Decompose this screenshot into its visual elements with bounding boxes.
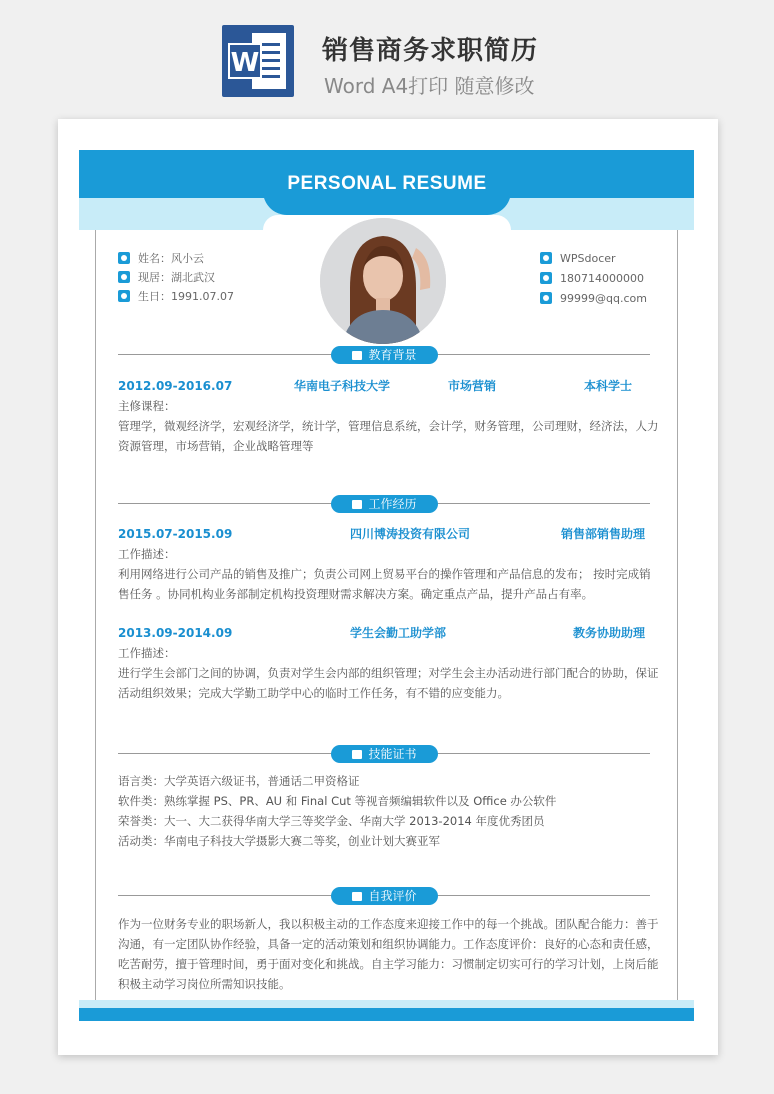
person-icon: [352, 892, 362, 901]
contact-wechat: WPSdocer: [540, 251, 616, 267]
top-banner: [0, 0, 774, 118]
page-title: 销售商务求职简历: [322, 36, 539, 66]
calendar-icon: [118, 290, 130, 302]
chart-icon: [352, 500, 362, 509]
contact-location: 现居：湖北武汉: [118, 270, 215, 286]
person-icon: [118, 252, 130, 264]
word-logo-icon: [222, 25, 294, 97]
graduation-cap-icon: [352, 351, 362, 360]
job-description: 工作描述： 进行学生会部门之间的协调，负责对学生会内部的组织管理；对学生会主办活动进行部门配合的协助，保证 活动组织效果；完成大学勤工助学中心的临时工作任务，有不错的应变能力。: [118, 646, 659, 700]
contact-birthday: 生日：1991.07.07: [118, 289, 234, 305]
profile-photo: [320, 218, 446, 344]
skills-list: 语言类：大学英语六级证书，普通话二甲资格证 软件类：熟练掌握 PS、PR、AU 和 Final Cut 等视音频编辑软件以及 Office 办公软件 荣誉类：大一、大二获得华南大学三等奖学金、华南大学 2013-2014 年度优秀团员 活动类：华南电子科技大学摄影大赛二等奖，创业计划大赛亚军: [118, 774, 557, 848]
page-subtitle: Word A4打印 随意修改: [324, 74, 535, 98]
section-work-heading: 工作经历: [331, 495, 438, 513]
right-border: [677, 230, 678, 1000]
education-courses: 主修课程： 管理学，微观经济学，宏观经济学，统计学，管理信息系统，会计学，财务管理，公司理财，经济法，人力 资源管理，市场营销，企业战略管理等: [118, 399, 659, 453]
job-row: 2013.09-2014.09 学生会勤工助学部 教务协助助理: [118, 626, 646, 640]
job-row: 2015.07-2015.09 四川博涛投资有限公司 销售部销售助理: [118, 527, 646, 541]
phone-icon: [540, 272, 552, 284]
mail-icon: [540, 292, 552, 304]
location-icon: [118, 271, 130, 283]
chat-icon: [540, 252, 552, 264]
contact-phone: 180714000000: [540, 271, 644, 287]
footer-band: [79, 1008, 694, 1021]
contact-name: 姓名：风小云: [118, 251, 204, 267]
tag-icon: [352, 750, 362, 759]
section-skills-heading: 技能证书: [331, 745, 438, 763]
word-logo-letter: W: [228, 43, 262, 79]
left-border: [95, 230, 96, 1000]
section-education-heading: 教育背景: [331, 346, 438, 364]
section-self-heading: 自我评价: [331, 887, 438, 905]
resume-banner-title: PERSONAL RESUME: [287, 173, 487, 194]
self-evaluation: 作为一位财务专业的职场新人，我以积极主动的工作态度来迎接工作中的每一个挑战。团队配合能力：善于 沟通，有一定团队协作经验，具备一定的活动策划和组织协调能力。工作态度评价：良好的心态和责任感， 吃苦耐劳，擅于管理时间，勇于面对变化和挑战。自主学习能力：习惯制定切实可行的学习计划，上岗后能 积极主动学习岗位所需知识技能。: [118, 917, 659, 991]
resume-page: [58, 119, 718, 1055]
education-row: 2012.09-2016.07 华南电子科技大学 市场营销 本科学士: [118, 379, 633, 393]
contact-email: 99999@qq.com: [540, 291, 647, 307]
job-description: 工作描述： 利用网络进行公司产品的销售及推广；负责公司网上贸易平台的操作管理和产品信息的发布； 按时完成销 售任务 。协同机构业务部制定机构投资理财需求解决方案。确定重点产品，提升产品占有率。: [118, 547, 651, 601]
footer-band-light: [79, 1000, 694, 1008]
